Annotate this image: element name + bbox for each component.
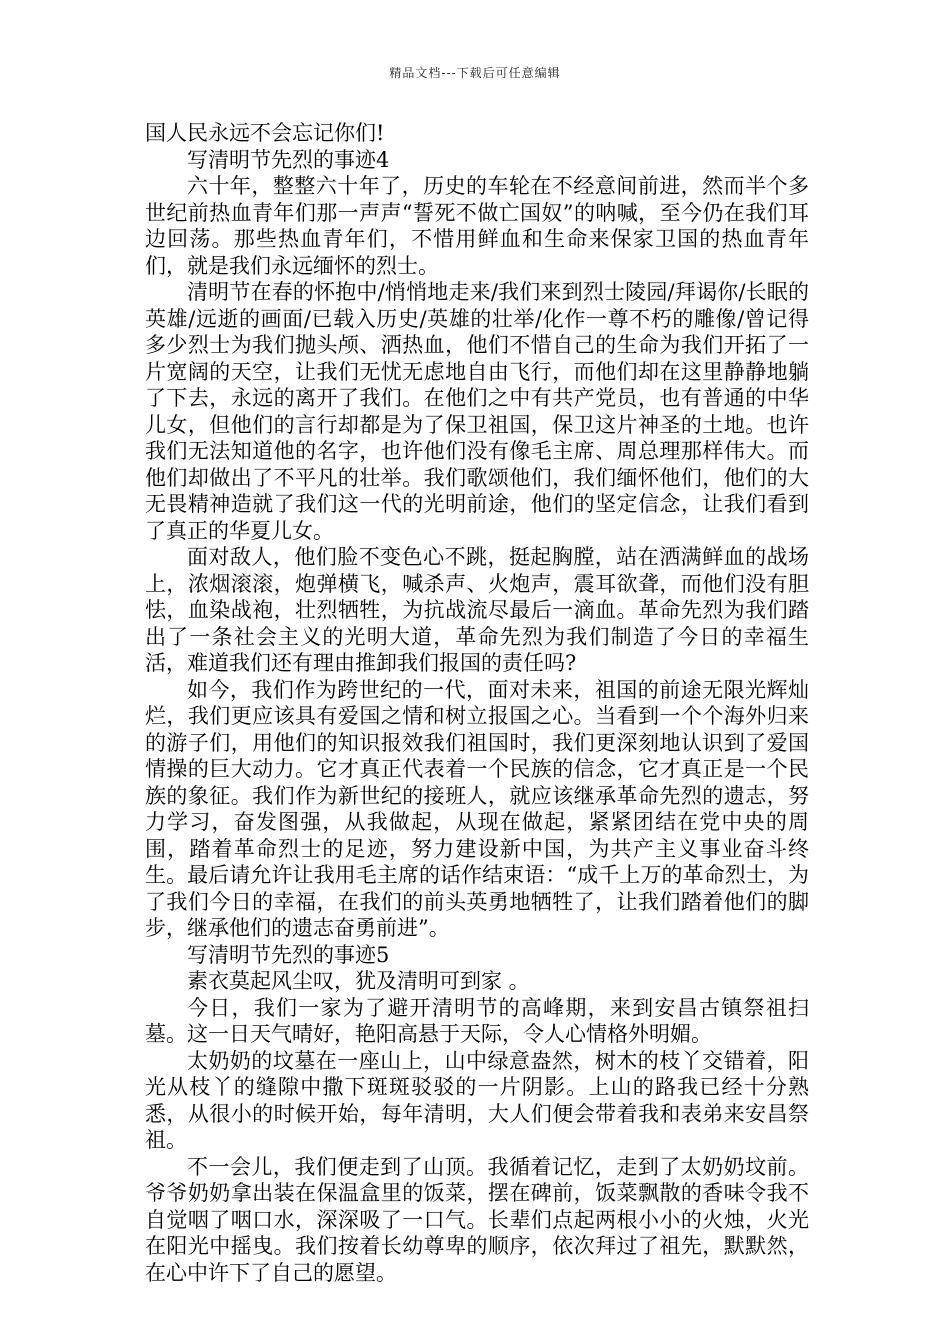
paragraph: 如今，我们作为跨世纪的一代，面对未来，祖国的前途无限光辉灿烂，我们更应该具有爱国之情和树立报国之心。当看到一个个海外归来的游子们，用他们的知识报效我们祖国时，我们更深刻地认识到了爱国情操的巨大动力。它才真正代表着一个民族的信念，它才真正是一个民族的象征。我们作为新世纪的接班人，就应该继承革命先烈的遗志，努力学习，奋发图强，从我做起，从现在做起，紧紧团结在党中央的周围，踏着革命烈士的足迹，努力建设新中国，为共产主义事业奋斗终生。最后请允许让我用毛主席的话作结束语：“成千上万的革命烈士，为了我们今日的幸福，在我们的前头英勇地牺牲了，让我们踏着他们的脚步，继承他们的遗志奋勇前进”。: [145, 677, 809, 940]
paragraph: 清明节在春的怀抱中/悄悄地走来/我们来到烈士陵园/拜谒你/长眠的英雄/远逝的画面/已载入历史/英雄的壮举/化作一尊不朽的雕像/曾记得多少烈士为我们抛头颅、洒热血，他们不惜自己的生命为我们开拓了一片宽阔的天空，让我们无忧无虑地自由飞行，而他们却在这里静静地躺了下去，永远的离开了我们。在他们之中有共产党员，也有普通的中华儿女，但他们的言行却都是为了保卫祖国，保卫这片神圣的土地。也许我们无法知道他的名字，也许他们没有像毛主席、周总理那样伟大。而他们却做出了不平凡的壮举。我们歌颂他们，我们缅怀他们，他们的大无畏精神造就了我们这一代的光明前途，他们的坚定信念，让我们看到了真正的华夏儿女。: [145, 280, 809, 543]
section-heading: 写清明节先烈的事迹4: [187, 147, 390, 172]
paragraph: 国人民永远不会忘记你们!: [145, 121, 385, 145]
paragraph: 六十年，整整六十年了，历史的车轮在不经意间前进，然而半个多世纪前热血青年们那一声声“誓死不做亡国奴”的呐喊，至今仍在我们耳边回荡。那些热血青年们，不惜用鲜血和生命来保家卫国的热血青年们，就是我们永远缅怀的烈士。: [145, 174, 809, 278]
paragraph: 不一会儿，我们便走到了山顶。我循着记忆，走到了太奶奶坟前。爷爷奶奶拿出装在保温盒里的饭菜，摆在碑前，饭菜飘散的香味令我不自觉咽了咽口水，深深吸了一口气。长辈们点起两根小小的火烛，火光在阳光中摇曳。我们按着长幼尊卑的顺序，依次拜过了祖先，默默然，在心中许下了自己的愿望。: [145, 1154, 809, 1285]
paragraph: 素衣莫起风尘叹，犹及清明可到家 。: [187, 969, 530, 993]
paragraph: 今日，我们一家为了避开清明节的高峰期，来到安昌古镇祭祖扫墓。这一日天气晴好，艳阳高悬于天际，令人心情格外明媚。: [145, 995, 809, 1046]
page-header: 精品文档---下载后可任意编辑: [389, 66, 561, 80]
section-heading: 写清明节先烈的事迹5: [187, 942, 390, 967]
paragraph: 面对敌人，他们脸不变色心不跳，挺起胸膛，站在洒满鲜血的战场上，浓烟滚滚，炮弹横飞，喊杀声、火炮声，震耳欲聋，而他们没有胆怯，血染战袍，壮烈牺牲，为抗战流尽最后一滴血。革命先烈为我们踏出了一条社会主义的光明大道，革命先烈为我们制造了今日的幸福生活，难道我们还有理由推卸我们报国的责任吗?: [145, 545, 809, 675]
paragraph: 太奶奶的坟墓在一座山上，山中绿意盎然，树木的枝丫交错着，阳光从枝丫的缝隙中撒下斑斑驳驳的一片阴影。上山的路我已经十分熟悉，从很小的时候开始，每年清明，大人们便会带着我和表弟来安昌祭祖。: [145, 1048, 809, 1152]
document-body: [145, 120, 809, 1286]
